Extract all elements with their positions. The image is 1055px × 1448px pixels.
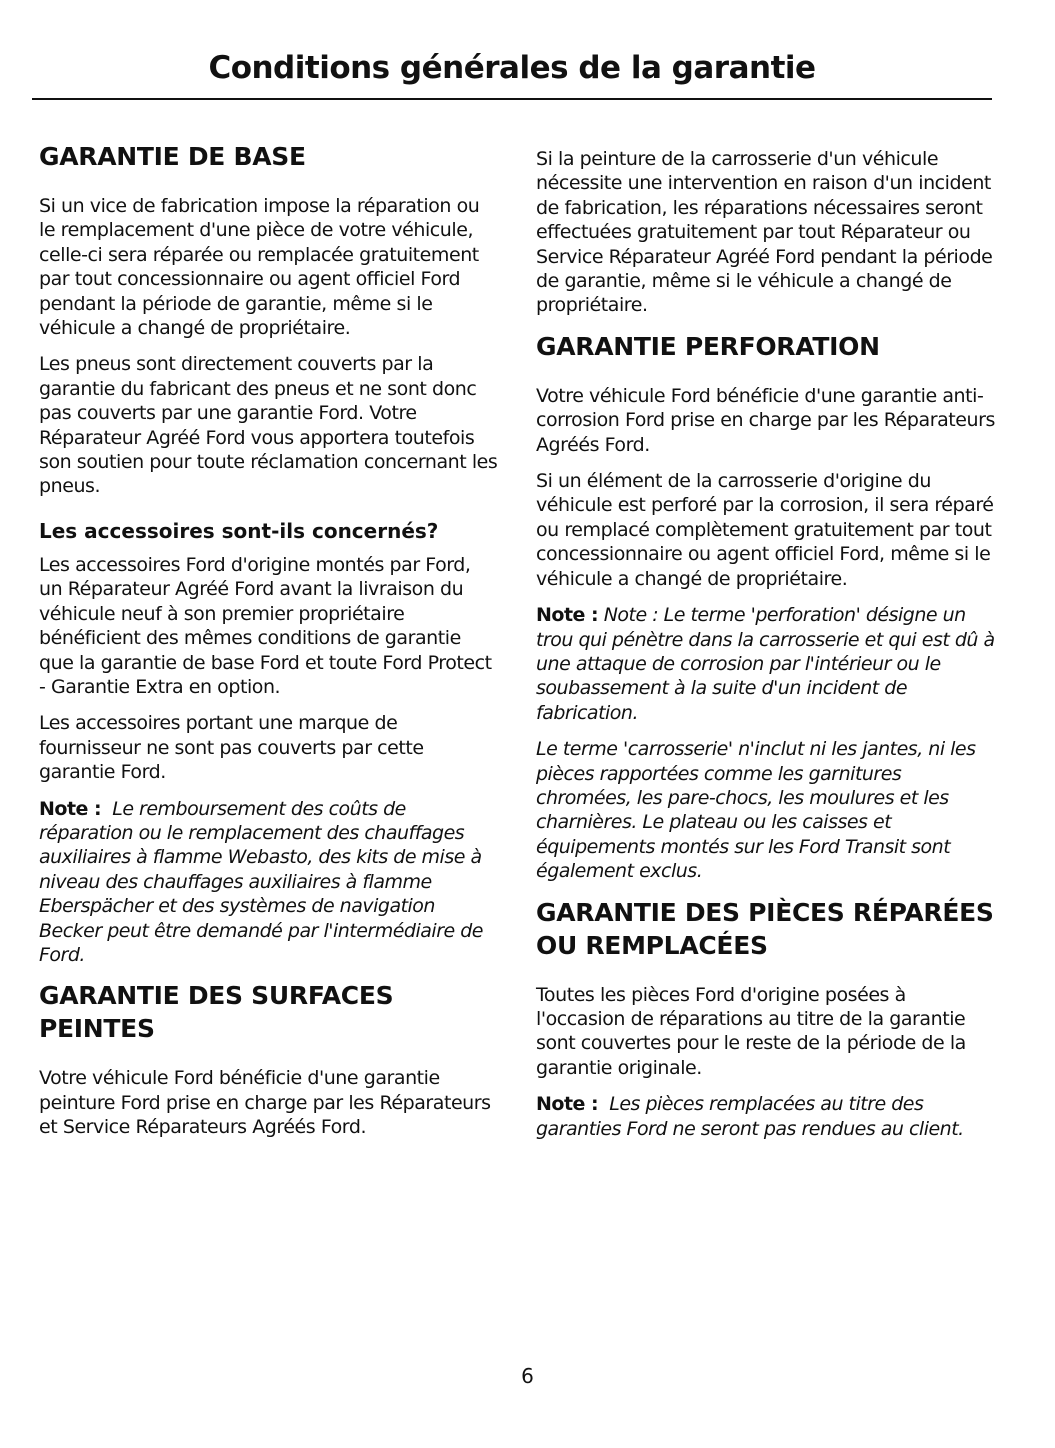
page-number: 6: [521, 1364, 534, 1388]
paragraph: Si un vice de fabrication impose la réparation ou le remplacement d'une pièce de votre véhicule, celle-ci sera réparée ou remplacée gratuitement par tout concessionnaire ou agent officiel Ford pendant la période de garantie, même si le véhicule a changé de propriétaire.: [39, 195, 480, 340]
left-column: [39, 140, 499, 1152]
paragraph: Si un élément de la carrosserie d'origine du véhicule est perforé par la corrosion, il sera réparé ou remplacé complètement gratuitement par tout concessionnaire ou agent officiel Ford, même si le véhicule a changé de propriétaire.: [536, 470, 994, 590]
note-paragraph: [536, 603, 996, 725]
section-heading-repaired-parts: GARANTIE DES PIÈCES RÉPARÉES OU REMPLACÉES: [536, 897, 994, 960]
note-text: Les pièces remplacées au titre des garanties Ford ne seront pas rendues au client.: [536, 1093, 964, 1140]
paragraph: Votre véhicule Ford bénéficie d'une garantie anti-corrosion Ford prise en charge par les Réparateurs Agréés Ford.: [536, 384, 995, 456]
subheading-accessories: Les accessoires sont-ils concernés?: [39, 518, 439, 543]
title-divider: [32, 98, 992, 100]
note-label: Note :: [536, 1093, 599, 1116]
right-column: [536, 147, 996, 1153]
note-paragraph: [536, 1092, 996, 1141]
note-text: Le remboursement des coûts de réparation ou le remplacement des chauffages auxiliaires à flamme Webasto, des kits de mise à niveau des chauffages auxiliaires à flamme Eberspächer et des systèmes de navigation Becker peut être demandé par l'intermédiaire de Ford.: [39, 797, 483, 966]
note-text: Note : Le terme 'perforation' désigne un trou qui pénètre dans la carrosserie et qui est dû à une attaque de corrosion par l'intérieur ou le soubassement à la suite d'un incident de fabrication.: [536, 604, 995, 724]
note-paragraph: [536, 737, 996, 883]
paragraph: Si la peinture de la carrosserie d'un véhicule nécessite une intervention en raison d'un incident de fabrication, les réparations nécessaires seront effectuées gratuitement par tout Réparateur ou Service Réparateur Agréé Ford pendant la période de garantie, même si le véhicule a changé de propriétaire.: [536, 148, 993, 317]
paragraph: Votre véhicule Ford bénéficie d'une garantie peinture Ford prise en charge par les Réparateurs et Service Réparateurs Agréés Ford.: [39, 1067, 491, 1139]
note-paragraph: [39, 797, 499, 968]
note-text: Le terme 'carrosserie' n'inclut ni les jantes, ni les pièces rapportées comme les garnitures chromées, les pare-chocs, les moulures et les charnières. Le plateau ou les caisses et équipements montés sur les Ford Transit sont également exclus.: [536, 738, 976, 883]
section-heading-base-warranty: GARANTIE DE BASE: [39, 142, 306, 171]
paragraph: Toutes les pièces Ford d'origine posées à l'occasion de réparations au titre de la garantie sont couvertes pour le reste de la période de la garantie originale.: [536, 983, 966, 1079]
page-title: Conditions générales de la garantie: [208, 50, 816, 86]
paragraph: Les accessoires Ford d'origine montés par Ford, un Réparateur Agréé Ford avant la livraison du véhicule neuf à son premier propriétaire bénéficient des mêmes conditions de garantie que la garantie de base Ford et toute Ford Protect - Garantie Extra en option.: [39, 553, 492, 698]
section-heading-perforation: GARANTIE PERFORATION: [536, 331, 880, 361]
paragraph: Les accessoires portant une marque de fournisseur ne sont pas couverts par cette garantie Ford.: [39, 712, 424, 784]
note-label: Note :: [39, 797, 102, 820]
note-label: Note :: [536, 604, 599, 627]
paragraph: Les pneus sont directement couverts par la garantie du fabricant des pneus et ne sont donc pas couverts par une garantie Ford. Votre Réparateur Agréé Ford vous apportera toutefois son soutien pour toute réclamation concernant les pneus.: [39, 353, 498, 498]
section-heading-painted-surfaces: GARANTIE DES SURFACES PEINTES: [39, 981, 394, 1044]
